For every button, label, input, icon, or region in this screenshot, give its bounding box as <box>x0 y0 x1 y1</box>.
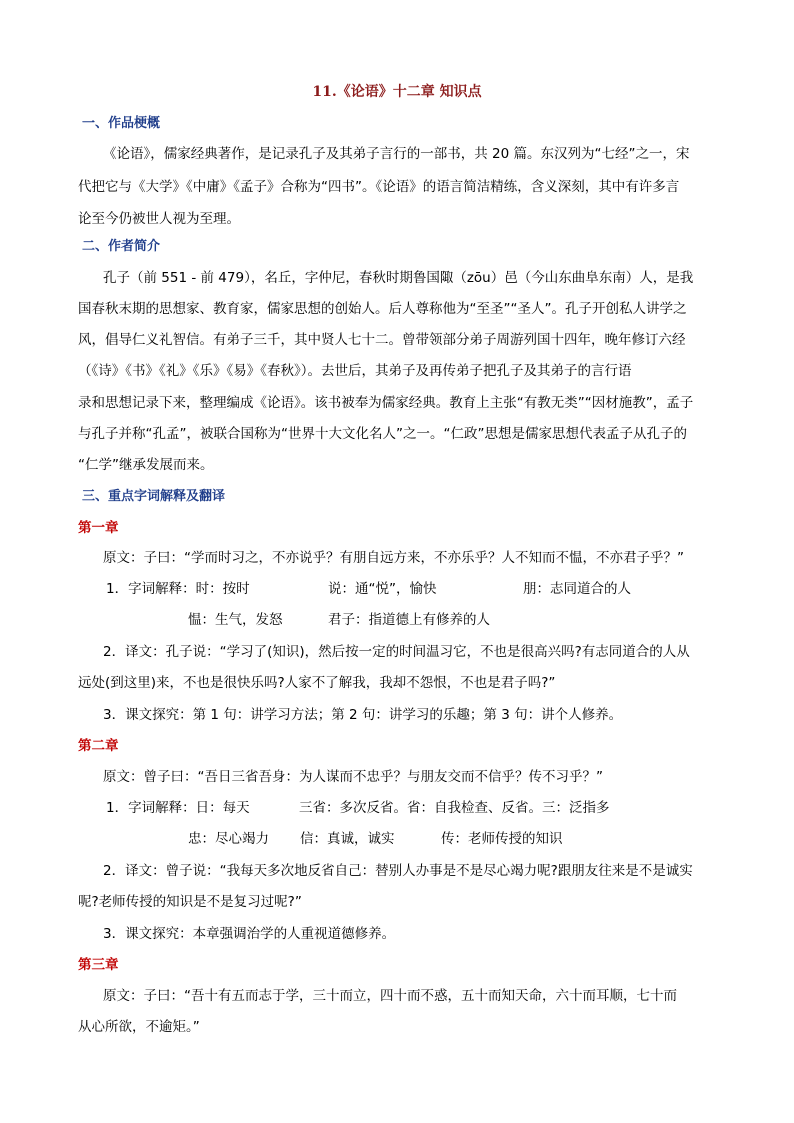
chapter-2-word-xin: 信：真诚，诚实 <box>300 831 395 847</box>
chapter-3-heading: 第三章 <box>78 957 119 973</box>
section-heading-synopsis: 一、作品梗概 <box>82 116 161 131</box>
author-line-2: 国春秋末期的思想家、教育家，儒家思想的创始人。后人尊称他为“至圣”“圣人”。孔子开创私人讲学之 <box>78 301 687 317</box>
chapter-2-translation-2: 呢?老师传授的知识是不是复习过呢?” <box>78 894 302 910</box>
chapter-1-word-time: 1．字词解释：时：按时 <box>106 581 250 597</box>
document-title: 11.《论语》十二章 知识点 <box>312 84 482 100</box>
chapter-1-word-junzi: 君子：指道德上有修养的人 <box>328 612 490 628</box>
chapter-1-exploration: 3．课文探究：第 1 句：讲学习方法；第 2 句：讲学习的乐趣；第 3 句：讲个人修养。 <box>103 707 623 723</box>
chapter-1-translation-1: 2．译文：孔子说：“学习了(知识)，然后按一定的时间温习它，不也是很高兴吗?有志同道合的人从 <box>103 644 690 660</box>
chapter-2-original: 原文：曾子曰：“吾日三省吾身：为人谋而不忠乎？与朋友交而不信乎？传不习乎？” <box>103 769 603 785</box>
chapter-1-original: 原文：子曰：“学而时习之，不亦说乎？有朋自远方来，不亦乐乎？人不知而不愠，不亦君子乎？” <box>103 550 684 566</box>
chapter-1-translation-2: 远处(到这里)来，不也是很快乐吗?人家不了解我，我却不怨恨，不也是君子吗?” <box>78 675 556 691</box>
chapter-2-word-sanxing: 三省：多次反省。省：自我检查、反省。三：泛指多 <box>299 800 610 816</box>
section-heading-words: 三、重点字词解释及翻译 <box>82 489 226 504</box>
author-line-5: 录和思想记录下来，整理编成《论语》。该书被奉为儒家经典。教育上主张“有教无类”“因材施教”，孟子 <box>78 395 694 411</box>
chapter-2-translation-1: 2．译文：曾子说：“我每天多次地反省自己：替别人办事是不是尽心竭力呢?跟朋友往来是不是诚实 <box>103 863 693 879</box>
author-line-6: 与孔子并称“孔孟”，被联合国称为“世界十大文化名人”之一。“仁政”思想是儒家思想代表孟子从孔子的 <box>78 426 687 442</box>
chapter-2-word-chuan: 传：老师传授的知识 <box>441 831 563 847</box>
author-line-7: “仁学”继承发展而来。 <box>78 457 214 473</box>
synopsis-line-3: 论至今仍被世人视为至理。 <box>78 211 240 227</box>
author-line-4: （《诗》《书》《礼》《乐》《易》《春秋》）。去世后，其弟子及再传弟子把孔子及其弟子的言行语 <box>78 363 632 379</box>
author-line-3: 风，倡导仁义礼智信。有弟子三千，其中贤人七十二。曾带领部分弟子周游列国十四年，晚年修订六经 <box>78 332 686 348</box>
chapter-3-original-1: 原文：子曰：“吾十有五而志于学，三十而立，四十而不惑，五十而知天命，六十而耳顺，七十而 <box>103 988 677 1004</box>
chapter-1-word-shuo: 说：通“悦”，愉快 <box>328 581 437 597</box>
author-line-1: 孔子（前 551 - 前 479），名丘，字仲尼，春秋时期鲁国陬（zōu）邑（今山东曲阜东南）人，是我 <box>103 270 694 286</box>
chapter-1-word-peng: 朋：志同道合的人 <box>523 581 631 597</box>
chapter-1-word-yun: 愠：生气，发怒 <box>188 612 283 628</box>
chapter-1-heading: 第一章 <box>78 520 119 536</box>
chapter-2-word-ri: 1．字词解释：日：每天 <box>106 800 250 816</box>
chapter-2-word-zhong: 忠：尽心竭力 <box>188 831 269 847</box>
synopsis-line-1: 《论语》，儒家经典著作，是记录孔子及其弟子言行的一部书，共 20 篇。东汉列为“七经”之一，宋 <box>103 146 690 162</box>
chapter-3-original-2: 从心所欲，不逾矩。” <box>78 1019 200 1035</box>
chapter-2-exploration: 3．课文探究：本章强调治学的人重视道德修养。 <box>103 926 396 942</box>
synopsis-line-2: 代把它与《大学》《中庸》《孟子》合称为“四书”。《论语》的语言简洁精练，含义深刻，其中有许多言 <box>78 179 680 195</box>
chapter-2-heading: 第二章 <box>78 738 119 754</box>
section-heading-author: 二、作者简介 <box>82 239 161 254</box>
